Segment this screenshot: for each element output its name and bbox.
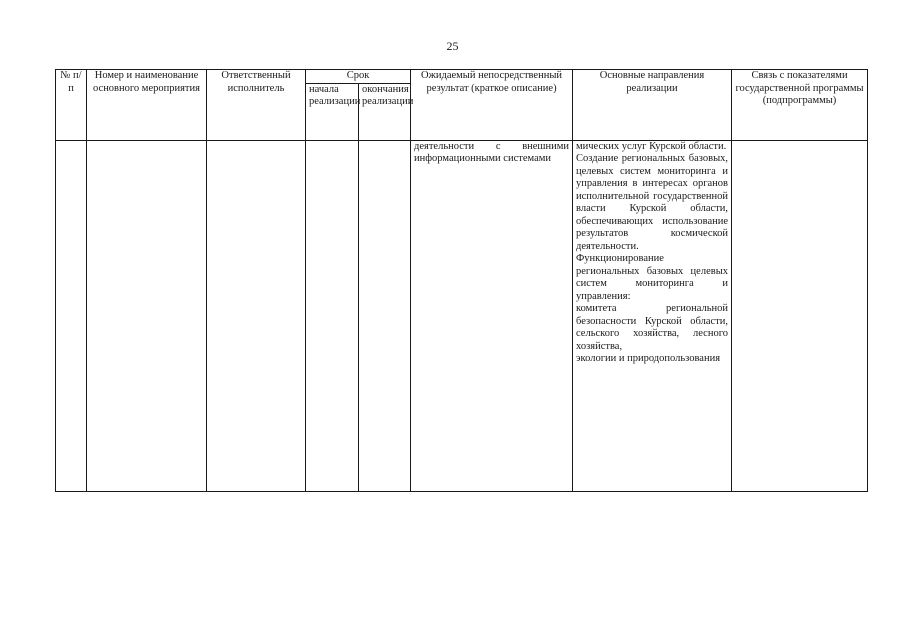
cell-result	[411, 140, 573, 491]
header-link: Связь с показателями государственной программы (подпрограммы)	[732, 70, 868, 141]
directions-paragraph: комитета региональной безопасности Курской области, сельского хозяйства, лесного хозяйства,	[576, 303, 729, 352]
result-text: деятельности с внешними информационными системами	[414, 140, 570, 164]
header-term-end: окончания реализации	[359, 83, 411, 140]
cell-term-start	[306, 140, 359, 491]
header-term-start: начала реализации	[306, 83, 359, 140]
directions-paragraph: экологии и природопользования	[576, 353, 721, 364]
activities-table	[55, 69, 868, 492]
directions-paragraph: Создание региональных базовых, целевых систем мониторинга и управления в интересах органов исполнительной государственной власти Курской области, обеспечивающих использование результатов космической деятельности.	[576, 153, 729, 252]
cell-event	[87, 140, 207, 491]
header-term: Срок	[306, 70, 411, 84]
directions-paragraph: Функционирование региональных базовых целевых систем мониторинга и управления:	[576, 253, 729, 302]
cell-num	[56, 140, 87, 491]
page-number: 25	[446, 39, 459, 53]
directions-paragraph: мических услуг Курской области.	[576, 140, 727, 152]
header-executor: Ответственный исполнитель	[207, 70, 306, 141]
cell-link	[732, 140, 868, 491]
table-header-row	[56, 70, 868, 84]
header-directions: Основные направления реализации	[573, 70, 732, 141]
header-event: Номер и наименование основного мероприятия	[87, 70, 207, 141]
header-result: Ожидаемый непосредственный результат (краткое описание)	[411, 70, 573, 141]
header-num: № п/п	[56, 70, 87, 141]
cell-executor	[207, 140, 306, 491]
cell-directions	[573, 140, 732, 491]
cell-term-end	[359, 140, 411, 491]
table-row	[56, 140, 868, 491]
